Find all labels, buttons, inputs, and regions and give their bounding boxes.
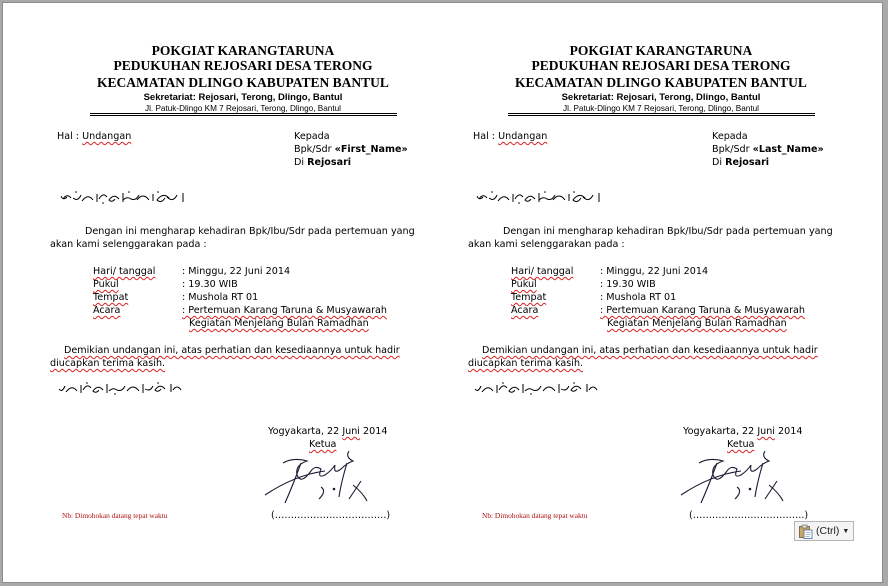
di-line xyxy=(294,156,351,169)
tempat-value: : Mushola RT 01 xyxy=(182,292,259,303)
note: Nb: Dimohokan datang tepat waktu xyxy=(482,511,588,520)
document-page xyxy=(2,2,883,583)
closing-line-2: diucapkan terima kasih. xyxy=(50,358,166,369)
bpk-prefix: Bpk/Sdr xyxy=(712,144,753,155)
hari-value: : Minggu, 22 Juni 2014 xyxy=(182,266,291,277)
kepada: Kepada xyxy=(712,131,748,142)
org-subtitle: PEDUKUHAN REJOSARI DESA TERONG xyxy=(113,58,373,73)
header-divider xyxy=(90,113,397,114)
org-subtitle: PEDUKUHAN REJOSARI DESA TERONG xyxy=(531,58,791,73)
paste-options-label: (Ctrl) xyxy=(816,525,840,537)
place-date: Yogyakarta, 22 Juni 2014 xyxy=(683,426,803,437)
tempat-label: Tempat xyxy=(93,292,129,303)
recipient-line xyxy=(294,143,408,156)
hal-label: Hal : xyxy=(473,131,496,142)
address: Jl. Patuk-Dlingo KM 7 Rejosari, Terong, Dlingo, Bantul xyxy=(563,104,759,113)
di-prefix: Di xyxy=(712,157,726,168)
org-district: KECAMATAN DLINGO KABUPATEN BANTUL xyxy=(515,75,807,90)
invitation-letter-right xyxy=(461,3,861,584)
acara-value: : Pertemuan Karang Taruna & Musyawarah xyxy=(600,305,805,316)
merge-field-first-name[interactable]: «First_Name» xyxy=(334,144,408,155)
acara-value-cont: Kegiatan Menjelang Bulan Ramadhan xyxy=(607,318,787,329)
hari-value: : Minggu, 22 Juni 2014 xyxy=(600,266,709,277)
tempat-value: : Mushola RT 01 xyxy=(600,292,677,303)
acara-label: Acara xyxy=(93,305,121,316)
intro-line-2: akan kami selenggarakan pada : xyxy=(50,239,207,250)
di-value: Rejosari xyxy=(725,157,770,168)
recipient-line xyxy=(712,143,824,156)
intro-paragraph xyxy=(468,225,853,251)
address: Jl. Patuk-Dlingo KM 7 Rejosari, Terong, Dlingo, Bantul xyxy=(145,104,341,113)
header-divider xyxy=(508,113,815,114)
tempat-label: Tempat xyxy=(511,292,547,303)
pukul-value: : 19.30 WIB xyxy=(182,279,238,290)
secretariat: Sekretariat: Rejosari, Terong, Dlingo, Bantul xyxy=(561,92,761,103)
closing-line-1: Demikian undangan ini, atas perhatian dan kesediaannya untuk hadir xyxy=(64,345,400,356)
signature-icon xyxy=(261,451,391,509)
acara-label: Acara xyxy=(511,305,539,316)
intro-paragraph xyxy=(50,225,435,251)
closing-paragraph xyxy=(50,344,435,370)
signature-line: (……………………………..) xyxy=(271,510,391,521)
hal-line xyxy=(473,130,547,143)
secretariat: Sekretariat: Rejosari, Terong, Dlingo, Bantul xyxy=(143,92,343,103)
hal-label: Hal : xyxy=(57,131,80,142)
arabic-greeting-icon xyxy=(473,189,603,205)
pukul-value: : 19.30 WIB xyxy=(600,279,656,290)
note: Nb: Dimohokan datang tepat waktu xyxy=(62,511,168,520)
header-divider xyxy=(508,115,815,116)
ketua-label: Ketua xyxy=(727,439,755,450)
closing-line-1: Demikian undangan ini, atas perhatian dan kesediaannya untuk hadir xyxy=(482,345,818,356)
invitation-letter-left xyxy=(43,3,443,584)
signature-line: (……………………………..) xyxy=(689,510,809,521)
intro-line-2: akan kami selenggarakan pada : xyxy=(468,239,625,250)
hari-label: Hari/ tanggal xyxy=(511,266,574,277)
hal-value: Undangan xyxy=(498,131,548,142)
merge-field-last-name[interactable]: «Last_Name» xyxy=(752,144,824,155)
di-value: Rejosari xyxy=(307,157,352,168)
hal-value: Undangan xyxy=(82,131,132,142)
di-line xyxy=(712,156,769,169)
hal-line xyxy=(57,130,131,143)
di-prefix: Di xyxy=(294,157,308,168)
intro-line-1: Dengan ini mengharap kehadiran Bpk/Ibu/Sdr pada pertemuan yang xyxy=(85,226,415,237)
acara-value: : Pertemuan Karang Taruna & Musyawarah xyxy=(182,305,387,316)
chevron-down-icon: ▼ xyxy=(842,527,850,535)
closing-paragraph xyxy=(468,344,853,370)
clipboard-icon xyxy=(798,524,813,539)
bpk-prefix: Bpk/Sdr xyxy=(294,144,335,155)
pukul-label: Pukul xyxy=(93,279,119,290)
org-title: POKGIAT KARANGTARUNA xyxy=(151,43,335,58)
paste-options-button[interactable] xyxy=(794,521,854,541)
ketua-label: Ketua xyxy=(309,439,337,450)
place-date: Yogyakarta, 22 Juni 2014 xyxy=(268,426,388,437)
arabic-closing-icon xyxy=(57,380,187,396)
header-divider xyxy=(90,115,397,116)
arabic-closing-icon xyxy=(473,380,603,396)
arabic-greeting-icon xyxy=(57,189,187,205)
acara-value-cont: Kegiatan Menjelang Bulan Ramadhan xyxy=(189,318,369,329)
signature-icon xyxy=(677,451,807,509)
org-district: KECAMATAN DLINGO KABUPATEN BANTUL xyxy=(97,75,389,90)
intro-line-1: Dengan ini mengharap kehadiran Bpk/Ibu/Sdr pada pertemuan yang xyxy=(503,226,833,237)
kepada: Kepada xyxy=(294,131,330,142)
pukul-label: Pukul xyxy=(511,279,537,290)
closing-line-2: diucapkan terima kasih. xyxy=(468,358,584,369)
hari-label: Hari/ tanggal xyxy=(93,266,156,277)
org-title: POKGIAT KARANGTARUNA xyxy=(569,43,753,58)
